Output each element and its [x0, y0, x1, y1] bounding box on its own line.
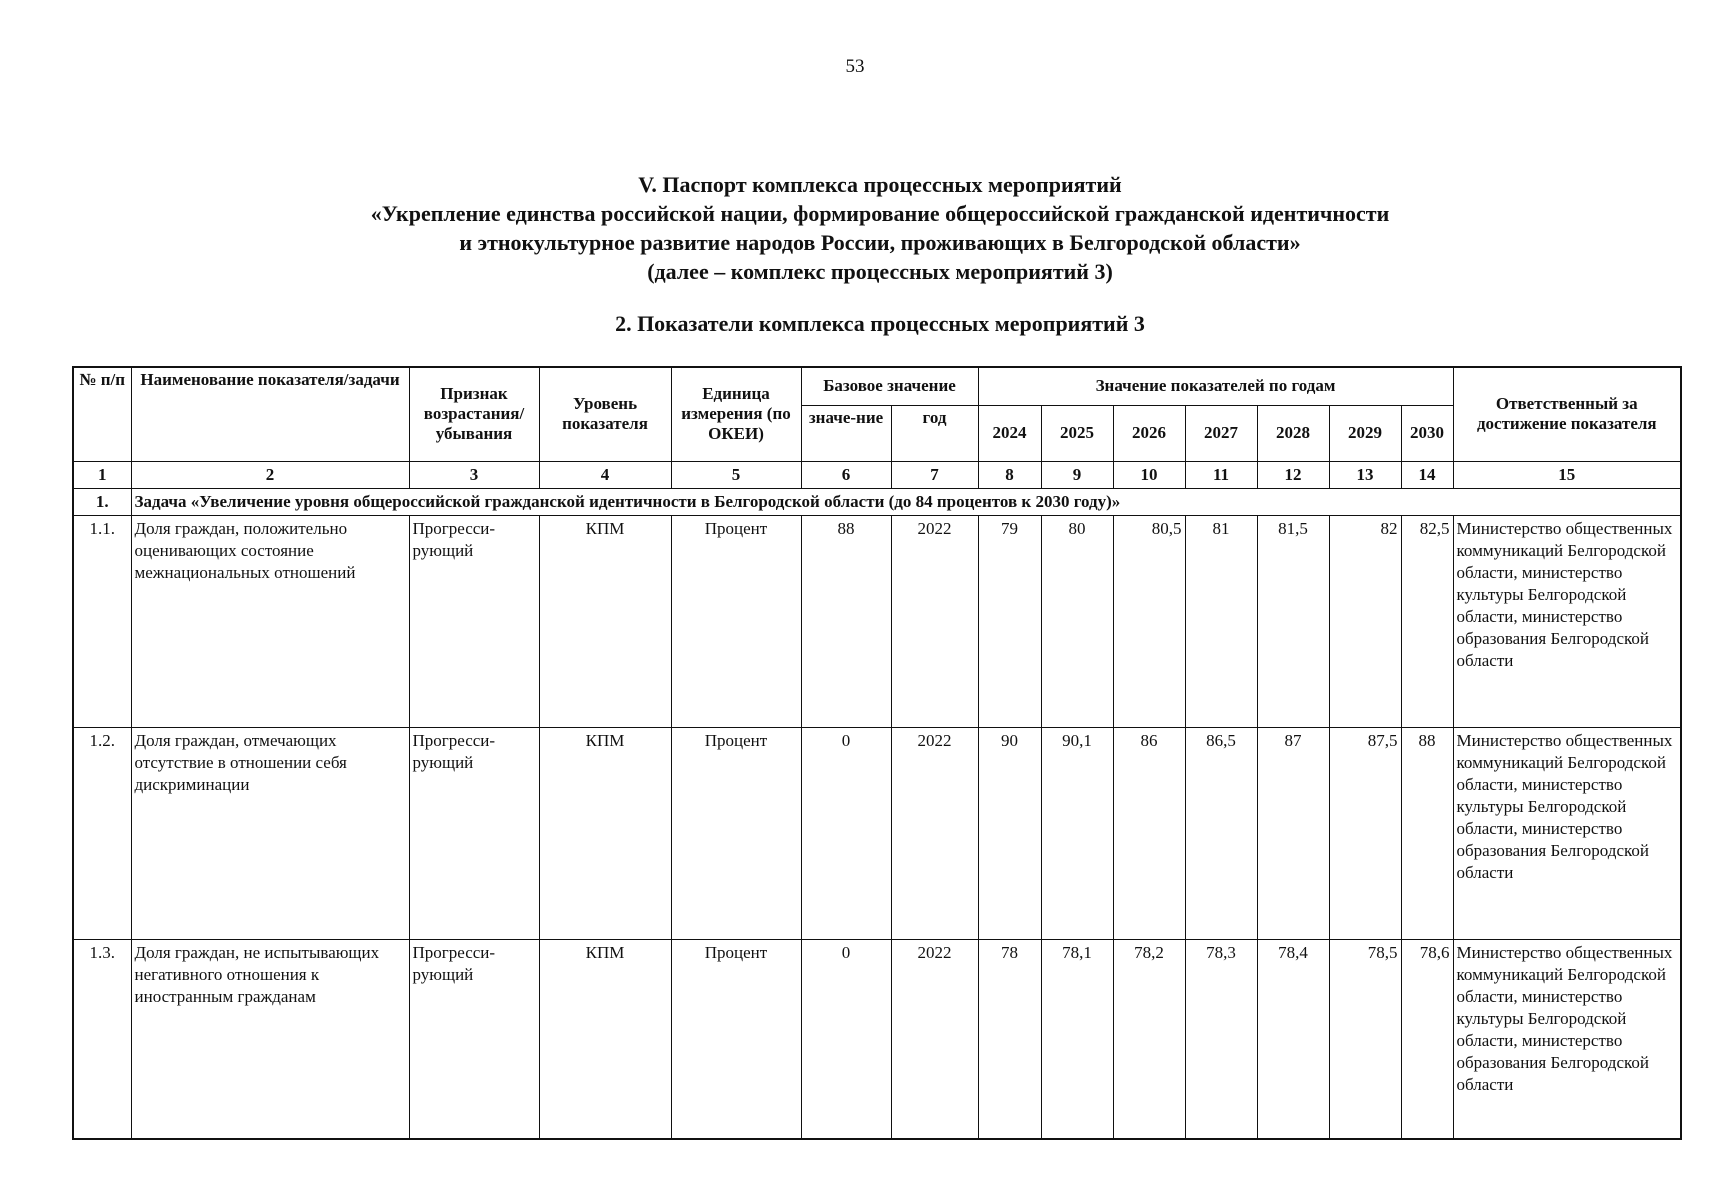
- row-sign: Прогресси-рующий: [409, 727, 539, 939]
- row-value-2025: 90,1: [1041, 727, 1113, 939]
- header-responsible: Ответственный за достижение показателя: [1453, 367, 1681, 461]
- column-number: 8: [978, 461, 1041, 488]
- header-year-2028: 2028: [1257, 405, 1329, 461]
- header-year-2025: 2025: [1041, 405, 1113, 461]
- row-level: КПМ: [539, 939, 671, 1139]
- row-value-2024: 90: [978, 727, 1041, 939]
- column-number: 11: [1185, 461, 1257, 488]
- title-line-3: и этнокультурное развитие народов России, проживающих в Белгородской области»: [459, 230, 1301, 255]
- row-num: 1.2.: [73, 727, 131, 939]
- column-number: 12: [1257, 461, 1329, 488]
- row-base-value: 0: [801, 939, 891, 1139]
- column-number: 4: [539, 461, 671, 488]
- row-value-2026: 78,2: [1113, 939, 1185, 1139]
- row-name: Доля граждан, положительно оценивающих состояние межнациональных отношений: [131, 515, 409, 727]
- row-base-year: 2022: [891, 939, 978, 1139]
- header-unit: Единица измерения (по ОКЕИ): [671, 367, 801, 461]
- column-number: 10: [1113, 461, 1185, 488]
- row-value-2028: 81,5: [1257, 515, 1329, 727]
- task-text: Задача «Увеличение уровня общероссийской гражданской идентичности в Белгородской области (до 84 процентов к 2030 году)»: [131, 488, 1681, 515]
- row-base-year: 2022: [891, 515, 978, 727]
- column-number: 5: [671, 461, 801, 488]
- table-row: [73, 727, 1681, 939]
- header-name: Наименование показателя/задачи: [131, 367, 409, 461]
- header-base-value: значе-ние: [801, 405, 891, 461]
- header-year-2024: 2024: [978, 405, 1041, 461]
- row-value-2029: 87,5: [1329, 727, 1401, 939]
- row-value-2024: 78: [978, 939, 1041, 1139]
- column-number: 9: [1041, 461, 1113, 488]
- indicators-table: [72, 366, 1682, 1140]
- header-years-group: Значение показателей по годам: [978, 367, 1453, 405]
- row-value-2024: 79: [978, 515, 1041, 727]
- row-num: 1.1.: [73, 515, 131, 727]
- header-year-2030: 2030: [1401, 405, 1453, 461]
- header-num: № п/п: [73, 367, 131, 461]
- column-number: 2: [131, 461, 409, 488]
- page-number: 53: [845, 56, 865, 77]
- row-value-2027: 78,3: [1185, 939, 1257, 1139]
- header-year-2027: 2027: [1185, 405, 1257, 461]
- row-value-2028: 87: [1257, 727, 1329, 939]
- row-value-2030: 88: [1401, 727, 1453, 939]
- column-number: 6: [801, 461, 891, 488]
- title-line-2: «Укрепление единства российской нации, формирование общероссийской гражданской идентичности: [370, 201, 1390, 226]
- column-number: 15: [1453, 461, 1681, 488]
- row-value-2025: 78,1: [1041, 939, 1113, 1139]
- row-base-year: 2022: [891, 727, 978, 939]
- row-unit: Процент: [671, 727, 801, 939]
- row-sign: Прогресси-рующий: [409, 939, 539, 1139]
- row-num: 1.3.: [73, 939, 131, 1139]
- task-row: [73, 488, 1681, 515]
- header-sign: Признак возрастания/ убывания: [409, 367, 539, 461]
- section-subtitle: 2. Показатели комплекса процессных мероприятий 3: [615, 311, 1145, 336]
- row-value-2026: 86: [1113, 727, 1185, 939]
- row-responsible: Министерство общественных коммуникаций Белгородской области, министерство культуры Белгородской области, министерство образования Белгородской области: [1453, 727, 1681, 939]
- row-base-value: 0: [801, 727, 891, 939]
- header-year-2029: 2029: [1329, 405, 1401, 461]
- row-name: Доля граждан, не испытывающих негативного отношения к иностранным гражданам: [131, 939, 409, 1139]
- title-line-4: (далее – комплекс процессных мероприятий 3): [647, 259, 1113, 284]
- column-number-row: [73, 461, 1681, 488]
- row-value-2026: 80,5: [1113, 515, 1185, 727]
- table-row: [73, 515, 1681, 727]
- row-value-2027: 86,5: [1185, 727, 1257, 939]
- row-unit: Процент: [671, 939, 801, 1139]
- header-base-year: год: [891, 405, 978, 461]
- row-value-2027: 81: [1185, 515, 1257, 727]
- row-value-2028: 78,4: [1257, 939, 1329, 1139]
- row-value-2030: 78,6: [1401, 939, 1453, 1139]
- column-number: 1: [73, 461, 131, 488]
- column-number: 7: [891, 461, 978, 488]
- column-number: 3: [409, 461, 539, 488]
- row-value-2029: 78,5: [1329, 939, 1401, 1139]
- task-num: 1.: [73, 488, 131, 515]
- row-level: КПМ: [539, 727, 671, 939]
- row-unit: Процент: [671, 515, 801, 727]
- header-level: Уровень показателя: [539, 367, 671, 461]
- row-responsible: Министерство общественных коммуникаций Белгородской области, министерство культуры Белгородской области, министерство образования Белгородской области: [1453, 515, 1681, 727]
- column-number: 14: [1401, 461, 1453, 488]
- row-name: Доля граждан, отмечающих отсутствие в отношении себя дискриминации: [131, 727, 409, 939]
- row-responsible: Министерство общественных коммуникаций Белгородской области, министерство культуры Белгородской области, министерство образования Белгородской области: [1453, 939, 1681, 1139]
- row-base-value: 88: [801, 515, 891, 727]
- header-year-2026: 2026: [1113, 405, 1185, 461]
- title-line-1: V. Паспорт комплекса процессных мероприятий: [638, 172, 1122, 197]
- column-number: 13: [1329, 461, 1401, 488]
- row-value-2025: 80: [1041, 515, 1113, 727]
- table-row: [73, 939, 1681, 1139]
- row-level: КПМ: [539, 515, 671, 727]
- document-title: [0, 170, 1710, 286]
- row-sign: Прогресси-рующий: [409, 515, 539, 727]
- header-base: Базовое значение: [801, 367, 978, 405]
- row-value-2030: 82,5: [1401, 515, 1453, 727]
- row-value-2029: 82: [1329, 515, 1401, 727]
